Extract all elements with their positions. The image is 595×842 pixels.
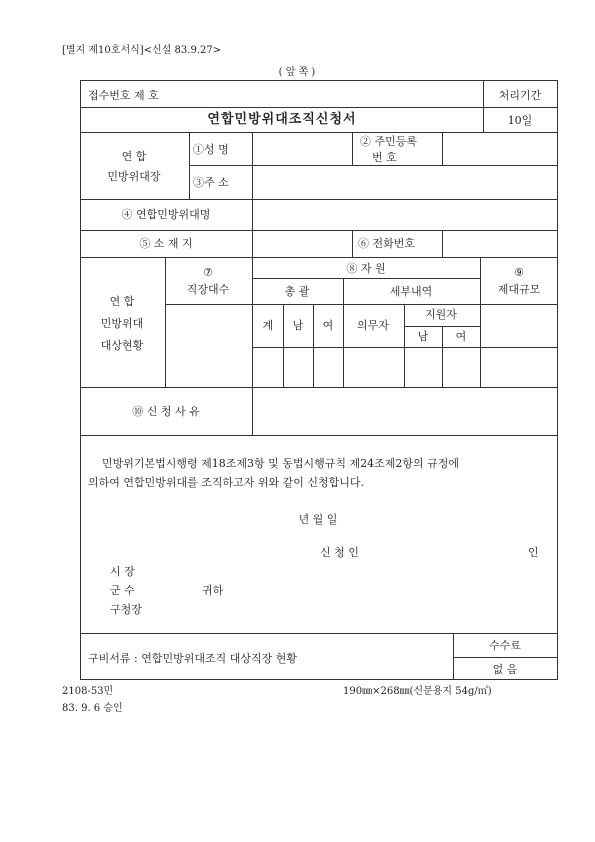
date-line: 년 월 일	[298, 513, 338, 526]
rrn-field[interactable]	[443, 133, 557, 164]
female-field[interactable]	[314, 348, 342, 386]
name-label: ①성 명	[193, 143, 229, 156]
workplace-count-field[interactable]	[166, 305, 251, 386]
workplace-count-label: 직장대수	[186, 283, 230, 296]
mandatory-field[interactable]	[344, 348, 403, 386]
scale-label: 제대규모	[497, 283, 541, 296]
scale-number: ⑨	[514, 266, 524, 279]
volunteer-female-label: 여	[455, 330, 467, 343]
volunteer-male-label: 남	[417, 330, 429, 343]
target-label-line3: 대상현황	[100, 339, 144, 352]
recipient-district: 구청장	[110, 603, 142, 616]
recipient-mayor: 시 장	[110, 565, 135, 578]
total-sum-field[interactable]	[253, 348, 282, 386]
reason-label: ⑩ 신 청 사 유	[132, 405, 200, 418]
location-field[interactable]	[253, 231, 351, 256]
scale-field[interactable]	[481, 305, 557, 386]
male-label: 남	[292, 319, 304, 332]
unit-name-label: ④ 연합민방위대명	[121, 208, 211, 221]
phone-label: ⑥ 전화번호	[358, 237, 416, 250]
form-code: 2108-53민	[62, 686, 114, 697]
processing-period-label: 처리기간	[498, 89, 542, 102]
male-field[interactable]	[284, 348, 312, 386]
attachments-label: 구비서류 : 연합민방위대조직 대상직장 현황	[88, 652, 297, 665]
name-field[interactable]	[253, 133, 351, 164]
rrn-label-line1: ② 주민등록	[360, 135, 418, 148]
approval-date: 83. 9. 6 승인	[62, 703, 123, 714]
unit-name-field[interactable]	[253, 200, 557, 229]
receipt-number-label: 접수번호 제 호	[88, 89, 159, 102]
mandatory-label: 의무자	[357, 319, 389, 332]
captain-label-line2: 민방위대장	[107, 170, 161, 183]
captain-label-line1: 연 합	[121, 150, 147, 163]
fee-label: 수수료	[489, 639, 521, 652]
form-title: 연합민방위대조직신청서	[207, 112, 357, 127]
form-reference: [별지 제10호서식]<신설 83.9.27>	[62, 45, 222, 56]
female-label: 여	[322, 319, 334, 332]
location-label: ⑤ 소 재 지	[139, 237, 193, 250]
total-label: 총 괄	[284, 285, 310, 298]
statement-line2: 의하여 연합민방위대를 조직하고자 위와 같이 신청합니다.	[88, 476, 365, 489]
target-label-line1: 연 합	[109, 295, 135, 308]
recipient-county: 군 수	[110, 584, 135, 597]
recipient-honorific: 귀하	[202, 584, 224, 597]
paper-spec: 190㎜×268㎜(신문용지 54g/㎡)	[343, 686, 492, 697]
statement-line1: 민방위기본법시행령 제18조제3항 및 동법시행규칙 제24조제2항의 규정에	[102, 457, 459, 470]
members-label: ⑧ 자 원	[346, 262, 386, 275]
rrn-label-line2: 번 호	[372, 151, 397, 164]
processing-period-value: 10일	[507, 114, 533, 127]
fee-value: 없 음	[492, 663, 518, 676]
total-sum-label: 계	[262, 319, 274, 332]
address-label: ③주 소	[193, 176, 229, 189]
detail-label: 세부내역	[389, 285, 433, 298]
workplace-count-number: ⑦	[203, 266, 213, 279]
volunteer-label: 지원자	[425, 308, 457, 321]
volunteer-male-field[interactable]	[405, 348, 441, 386]
target-label-line2: 민방위대	[100, 317, 144, 330]
page-side-label: ( 앞 쪽 )	[278, 67, 316, 78]
seal-mark: 인	[528, 546, 539, 559]
address-field[interactable]	[253, 166, 557, 198]
phone-field[interactable]	[443, 231, 557, 256]
volunteer-female-field[interactable]	[443, 348, 479, 386]
reason-field[interactable]	[253, 388, 557, 434]
applicant-label: 신 청 인	[320, 546, 359, 559]
